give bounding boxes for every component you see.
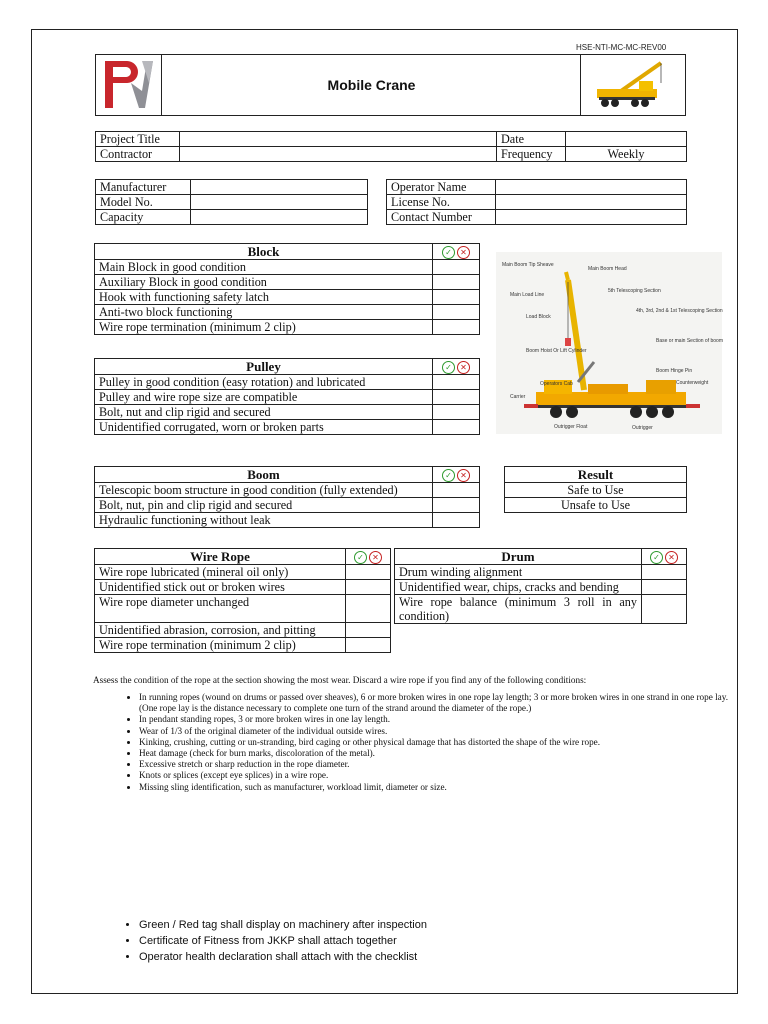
list-item: • Knots or splices (except eye splices) in a wire rope.: [139, 770, 739, 781]
diagram-label: Counterweight: [676, 380, 709, 386]
rpm-logo-icon: [96, 55, 162, 115]
list-item: • Excessive stretch or sharp reduction in the rope diameter.: [139, 759, 739, 770]
frequency-value[interactable]: Weekly: [566, 147, 687, 162]
list-item: • Missing sling identification, such as manufacturer, workload limit, diameter or size.: [139, 782, 739, 793]
list-item: • Heat damage (check for burn marks, discoloration of the metal).: [139, 748, 739, 759]
check-cell[interactable]: [346, 638, 391, 653]
check-cell[interactable]: [346, 565, 391, 580]
diagram-label: Boom Hinge Pin: [656, 368, 693, 374]
contractor-label: Contractor: [96, 147, 180, 162]
cross-icon: ✕: [369, 551, 382, 564]
block-title: Block: [95, 244, 433, 260]
check-cell[interactable]: [433, 498, 480, 513]
drum-checklist: [394, 548, 687, 624]
check-cell[interactable]: [433, 375, 480, 390]
checklist-item: Wire rope diameter unchanged: [95, 595, 346, 623]
check-header: [642, 549, 687, 565]
date-label: Date: [497, 132, 566, 147]
checklist-item: Anti-two block functioning: [95, 305, 433, 320]
check-cell[interactable]: [433, 260, 480, 275]
checklist-item: Hydraulic functioning without leak: [95, 513, 433, 528]
license-label: License No.: [387, 195, 496, 210]
diagram-label: Operators Cab: [540, 381, 573, 387]
cross-icon: ✕: [665, 551, 678, 564]
project-title-label: Project Title: [96, 132, 180, 147]
check-cell[interactable]: [346, 580, 391, 595]
check-header: [433, 244, 480, 260]
check-icon: ✓: [354, 551, 367, 564]
operator-field[interactable]: [496, 180, 687, 195]
date-field[interactable]: [566, 132, 687, 147]
check-cell[interactable]: [642, 565, 687, 580]
project-info-table: [95, 131, 687, 162]
checklist-item: Unidentified corrugated, worn or broken parts: [95, 420, 433, 435]
operator-table: [386, 179, 687, 225]
capacity-label: Capacity: [96, 210, 191, 225]
cross-icon: ✕: [457, 361, 470, 374]
list-item: • Operator health declaration shall attach with the checklist: [139, 949, 427, 965]
list-item: • In pendant standing ropes, 3 or more broken wires in one lay length.: [139, 714, 739, 725]
license-field[interactable]: [496, 195, 687, 210]
discard-criteria-list: [93, 692, 739, 793]
diagram-label: Carrier: [510, 394, 526, 400]
check-cell[interactable]: [642, 595, 687, 624]
list-item: • Kinking, crushing, cutting or un-stranding, bird caging or other physical damage that has distorted the shape of the wire rope.: [139, 737, 739, 748]
drum-title: Drum: [395, 549, 642, 565]
check-icon: ✓: [650, 551, 663, 564]
wire-rope-title: Wire Rope: [95, 549, 346, 565]
diagram-label: 4th, 3rd, 2nd & 1st Telescoping Section: [636, 308, 723, 314]
unsafe-to-use-option[interactable]: Unsafe to Use: [505, 498, 687, 513]
mobile-crane-photo: [580, 55, 685, 115]
checklist-item: Unidentified wear, chips, cracks and bending: [395, 580, 642, 595]
check-cell[interactable]: [433, 320, 480, 335]
result-title: Result: [505, 467, 687, 483]
checklist-item: Wire rope balance (minimum 3 roll in any condition): [395, 595, 642, 624]
cross-icon: ✕: [457, 469, 470, 482]
checklist-item: Pulley and wire rope size are compatible: [95, 390, 433, 405]
contact-field[interactable]: [496, 210, 687, 225]
block-checklist: [94, 243, 480, 335]
safe-to-use-option[interactable]: Safe to Use: [505, 483, 687, 498]
check-icon: ✓: [442, 469, 455, 482]
wire-rope-checklist: [94, 548, 391, 653]
diagram-label: Boom Hoist Or Lift Cylinder: [526, 348, 587, 354]
diagram-label: Main Load Line: [510, 292, 545, 298]
contact-label: Contact Number: [387, 210, 496, 225]
model-field[interactable]: [191, 195, 368, 210]
checklist-item: Auxiliary Block in good condition: [95, 275, 433, 290]
checklist-item: Telescopic boom structure in good condition (fully extended): [95, 483, 433, 498]
checklist-item: Bolt, nut and clip rigid and secured: [95, 405, 433, 420]
footer-requirements-list: [93, 917, 427, 965]
boom-checklist: [94, 466, 480, 528]
project-title-field[interactable]: [180, 132, 497, 147]
check-cell[interactable]: [433, 275, 480, 290]
capacity-field[interactable]: [191, 210, 368, 225]
list-item: • Wear of 1/3 of the original diameter of the individual outside wires.: [139, 726, 739, 737]
boom-title: Boom: [95, 467, 433, 483]
form-title: Mobile Crane: [327, 77, 416, 93]
manufacturer-label: Manufacturer: [96, 180, 191, 195]
frequency-label: Frequency: [497, 147, 566, 162]
check-cell[interactable]: [433, 390, 480, 405]
check-cell[interactable]: [642, 580, 687, 595]
checklist-item: Drum winding alignment: [395, 565, 642, 580]
check-header: [346, 549, 391, 565]
diagram-label: 5th Telescoping Section: [608, 288, 661, 294]
check-icon: ✓: [442, 361, 455, 374]
checklist-item: Pulley in good condition (easy rotation) and lubricated: [95, 375, 433, 390]
checklist-item: Unidentified abrasion, corrosion, and pitting: [95, 623, 346, 638]
document-number: HSE-NTI-MC-MC-REV00: [576, 43, 667, 52]
check-cell[interactable]: [433, 420, 480, 435]
manufacturer-field[interactable]: [191, 180, 368, 195]
checklist-item: Unidentified stick out or broken wires: [95, 580, 346, 595]
discard-criteria-intro: Assess the condition of the rope at the section showing the most wear. Discard a wire rope if you find any of the following conditions:: [93, 675, 587, 685]
check-header: [433, 359, 480, 375]
checklist-item: Wire rope termination (minimum 2 clip): [95, 638, 346, 653]
operator-label: Operator Name: [387, 180, 496, 195]
crane-diagram: [496, 252, 722, 434]
pulley-title: Pulley: [95, 359, 433, 375]
checklist-item: Wire rope lubricated (mineral oil only): [95, 565, 346, 580]
diagram-label: Main Boom Head: [588, 266, 627, 272]
model-label: Model No.: [96, 195, 191, 210]
check-header: [433, 467, 480, 483]
checklist-item: Hook with functioning safety latch: [95, 290, 433, 305]
check-cell[interactable]: [433, 513, 480, 528]
diagram-label: Base or main Section of boom: [656, 338, 723, 344]
diagram-label: Outrigger Float: [554, 424, 588, 430]
list-item: • In running ropes (wound on drums or passed over sheaves), 6 or more broken wires in one rope lay length; 3 or more broken wires in one strand in one rope lay. (One rope lay is the distance necessary to complete one turn of the strand around the diameter of the rope.): [139, 692, 739, 714]
check-cell[interactable]: [433, 305, 480, 320]
check-cell[interactable]: [433, 483, 480, 498]
diagram-label: Outrigger: [632, 425, 653, 431]
check-cell[interactable]: [433, 405, 480, 420]
check-icon: ✓: [442, 246, 455, 259]
check-cell[interactable]: [346, 623, 391, 638]
cross-icon: ✕: [457, 246, 470, 259]
form-header: [95, 54, 686, 116]
contractor-field[interactable]: [180, 147, 497, 162]
pulley-checklist: [94, 358, 480, 435]
equipment-table: [95, 179, 368, 225]
check-cell[interactable]: [433, 290, 480, 305]
list-item: • Certificate of Fitness from JKKP shall attach together: [139, 933, 427, 949]
diagram-label: Main Boom Tip Sheave: [502, 262, 554, 268]
result-table: [504, 466, 687, 513]
checklist-item: Bolt, nut, pin and clip rigid and secured: [95, 498, 433, 513]
list-item: • Green / Red tag shall display on machinery after inspection: [139, 917, 427, 933]
checklist-item: Main Block in good condition: [95, 260, 433, 275]
checklist-item: Wire rope termination (minimum 2 clip): [95, 320, 433, 335]
check-cell[interactable]: [346, 595, 391, 623]
diagram-label: Load Block: [526, 314, 551, 320]
